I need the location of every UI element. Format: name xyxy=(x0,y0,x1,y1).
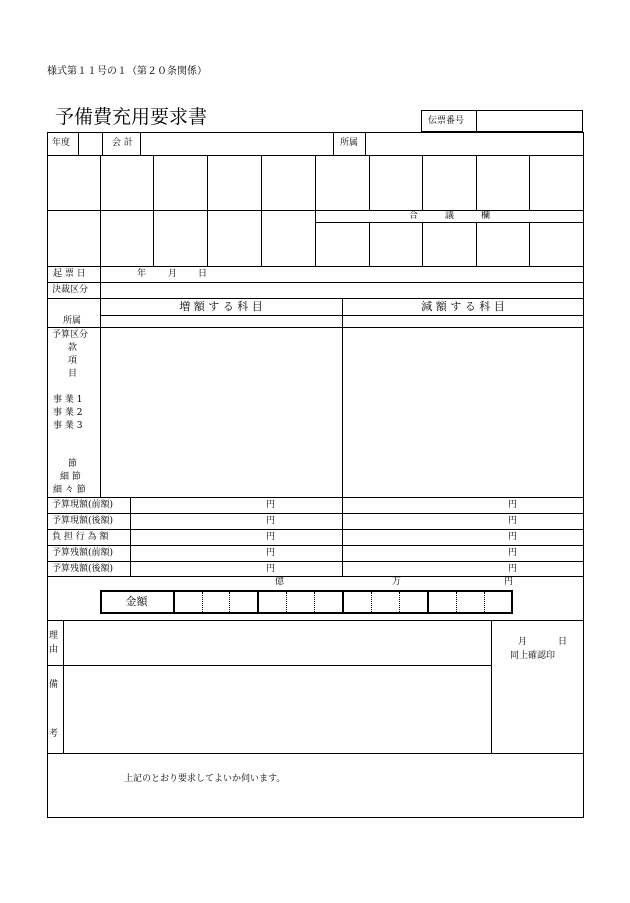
row-label-saisaisetsu: 細 々 節 xyxy=(53,485,86,495)
yen-unit: 円 xyxy=(508,548,518,558)
account-label: 会 計 xyxy=(112,138,133,148)
amount-row-label: 負 担 行 為 額 xyxy=(52,532,109,542)
yen-unit: 円 xyxy=(508,516,518,526)
yen-unit: 円 xyxy=(266,564,276,574)
draft-date-label: 起 票 日 xyxy=(53,269,86,279)
increase-heading: 増 額 す る 科 目 xyxy=(179,300,263,313)
row-label-moku: 目 xyxy=(68,369,78,379)
document-title: 予備費充用要求書 xyxy=(55,106,208,128)
decrease-subject-field[interactable] xyxy=(343,328,583,496)
amount-row-label: 予算現額(前額) xyxy=(52,500,114,510)
unit-oku: 億 xyxy=(275,577,285,587)
amount-field[interactable] xyxy=(175,592,511,612)
row-label-budget-division: 予算区分 xyxy=(52,330,89,340)
footer-text: 上記のとおり要求してよいか伺います。 xyxy=(124,774,286,784)
yen-unit: 円 xyxy=(266,548,276,558)
row-label-jigyo2: 事 業 2 xyxy=(53,408,83,418)
slip-number-field[interactable] xyxy=(478,111,582,131)
confirm-stamp-label: 同上確認印 xyxy=(510,651,556,661)
reason-field[interactable] xyxy=(64,621,490,664)
row-label-kou: 項 xyxy=(68,356,78,366)
amount-row-label: 予算現額(後額) xyxy=(52,516,114,526)
row-label-saisetsu: 細 節 xyxy=(60,472,81,482)
confirm-day: 日 xyxy=(558,637,568,647)
row-label-department: 所属 xyxy=(63,316,82,326)
amount-row-label: 予算残額(前額) xyxy=(52,548,114,558)
confirm-month: 月 xyxy=(518,637,528,647)
draft-date-day: 日 xyxy=(198,269,208,279)
unit-en: 円 xyxy=(504,577,514,587)
draft-date-month: 月 xyxy=(168,269,178,279)
amount-label: 金額 xyxy=(125,595,148,608)
yen-unit: 円 xyxy=(266,516,276,526)
fiscal-year-label: 年度 xyxy=(52,138,71,148)
yen-unit: 円 xyxy=(266,532,276,542)
row-label-kan: 款 xyxy=(68,343,78,353)
decision-field[interactable] xyxy=(101,283,583,297)
increase-subject-field[interactable] xyxy=(101,328,341,496)
department-field[interactable] xyxy=(366,133,583,154)
reason-label-1: 理 xyxy=(49,631,59,641)
decrease-heading: 減 額 す る 科 目 xyxy=(421,300,505,313)
decision-label: 決裁区分 xyxy=(52,285,89,295)
remarks-field[interactable] xyxy=(64,666,490,752)
council-label: 合 議 欄 xyxy=(408,211,490,221)
yen-unit: 円 xyxy=(508,500,518,510)
yen-unit: 円 xyxy=(508,532,518,542)
unit-man: 万 xyxy=(392,577,402,587)
yen-unit: 円 xyxy=(266,500,276,510)
row-label-jigyo1: 事 業 1 xyxy=(53,395,83,405)
department-label: 所属 xyxy=(340,138,359,148)
amount-row-label: 予算残額(後額) xyxy=(52,564,114,574)
remarks-label-2: 考 xyxy=(49,729,59,739)
row-label-jigyo3: 事 業 3 xyxy=(53,421,83,431)
slip-number-label: 伝票番号 xyxy=(428,116,465,126)
row-label-setsu: 節 xyxy=(68,459,78,469)
draft-date-year: 年 xyxy=(137,269,147,279)
form-number: 様式第１１号の１（第２０条関係） xyxy=(47,66,207,77)
yen-unit: 円 xyxy=(508,564,518,574)
account-field[interactable] xyxy=(141,133,332,154)
reason-label-2: 由 xyxy=(49,645,59,655)
fiscal-year-field[interactable] xyxy=(79,133,101,154)
remarks-label-1: 備 xyxy=(49,680,59,690)
